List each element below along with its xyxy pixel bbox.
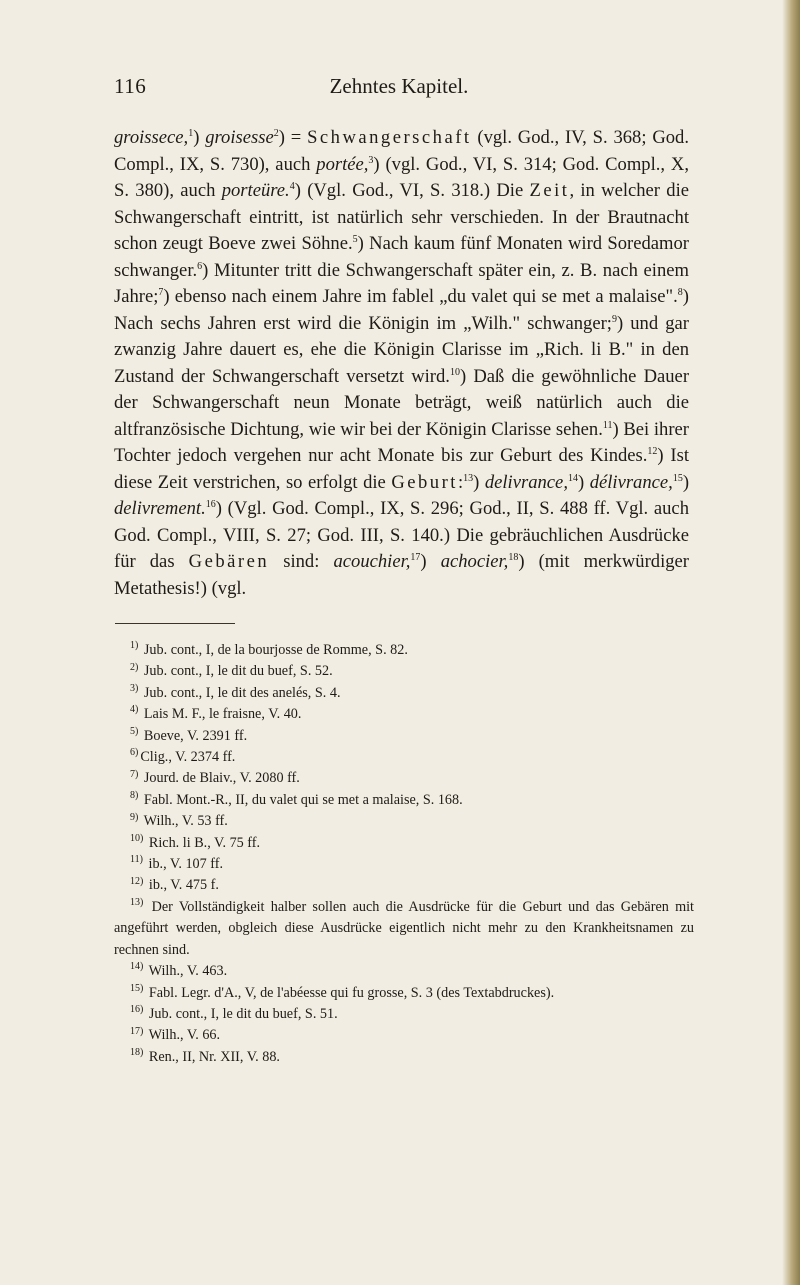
footnote-text: Boeve, V. 2391 ff.	[143, 727, 248, 744]
paragraph	[114, 125, 689, 602]
footnote	[114, 1047, 694, 1068]
footnote	[114, 768, 694, 789]
text-run: ) (mit merkwürdiger Metathesis!) (vgl.	[114, 551, 689, 599]
footnote-text: Der Vollständigkeit halber sollen auch die Ausdrücke für die Geburt und das Gebären mit angeführt werden, obgleich diese Ausdrücke eigentlich nicht mehr zu den Krankheitsnamen zu rechnen sind.	[114, 898, 694, 958]
text-run: sind:	[269, 551, 334, 572]
footnote-text: Clig., V. 2374 ff.	[140, 749, 236, 766]
footnote-number: 1)	[130, 640, 139, 652]
footnote-number: 9)	[130, 811, 139, 823]
footnote-ref: 16	[205, 498, 216, 510]
footnote-number: 16)	[130, 1004, 144, 1016]
footnote-ref: 14	[567, 472, 578, 484]
footnote-ref: 17	[410, 551, 421, 563]
footnote-number: 13)	[130, 897, 144, 909]
text-run: ) (Vgl. God., VI, S. 318.) Die	[294, 180, 530, 201]
page-edge-shadow	[782, 0, 800, 1285]
footnote-number: 5)	[130, 725, 139, 737]
text-run: ) Nach sechs Jahren erst wird die Königin im „Wilh." schwanger;	[114, 286, 689, 334]
text-run: , in welcher die Schwangerschaft eintritt, ist natürlich sehr verschieden. In der Brautnacht schon zeugt Boeve zwei Söhne.	[114, 180, 689, 254]
footnote-text: Fabl. Legr. d'A., V, de l'abéesse qui fu grosse, S. 3 (des Textabdruckes).	[148, 984, 555, 1001]
footnote-text: Ren., II, Nr. XII, V. 88.	[148, 1048, 280, 1065]
keyword-geburt: Geburt	[391, 471, 458, 493]
footnote-ref: 13	[463, 472, 474, 484]
footnote-separator	[115, 623, 235, 624]
text-run: :	[457, 471, 464, 493]
footnote-number: 18)	[130, 1046, 144, 1058]
text-run: ) Bei ihrer Tochter jedoch vergehen nur acht Monate bis zur Geburt des Kindes.	[114, 418, 689, 466]
footnote-ref: 12	[647, 445, 658, 457]
text-run: )	[473, 471, 485, 493]
footnote	[114, 683, 694, 704]
footnote	[114, 875, 694, 896]
footnote-ref: 10	[449, 366, 460, 378]
footnote	[114, 897, 694, 961]
text-run: ) Ist diese Zeit verstrichen, so erfolgt die	[114, 445, 689, 493]
footnote-number: 6)	[130, 747, 139, 759]
keyword-zeit: Zeit	[529, 180, 570, 201]
footnote-ref: 7	[158, 286, 164, 298]
term-achocier: achocier,	[440, 551, 509, 572]
footnote-number: 10)	[130, 832, 144, 844]
footnote	[114, 854, 694, 875]
footnote-ref: 15	[672, 472, 683, 484]
term-portee: portée,	[316, 153, 369, 175]
footnote-ref: 1	[188, 127, 194, 139]
footnote-number: 8)	[130, 790, 139, 802]
text-run: )	[577, 471, 590, 493]
footnote-text: Jub. cont., I, le dit du buef, S. 51.	[148, 1005, 338, 1022]
footnote-text: ib., V. 475 f.	[148, 877, 219, 894]
footnote	[114, 726, 694, 747]
footnote-number: 7)	[130, 768, 139, 780]
text-run: )	[682, 471, 690, 493]
footnote-number: 12)	[130, 875, 144, 887]
footnote-ref: 2	[273, 127, 279, 139]
footnote-text: Jub. cont., I, de la bourjosse de Romme, S. 82.	[143, 642, 408, 658]
footnote	[114, 661, 694, 682]
footnote-ref: 9	[611, 313, 617, 325]
term-groisesse: groisesse	[205, 127, 274, 148]
page-number: 116	[114, 74, 147, 98]
footnote-text: Wilh., V. 53 ff.	[143, 813, 228, 830]
text-run: ) ebenso nach einem Jahre im fablel „du valet qui se met a malaise".	[163, 286, 678, 307]
running-title: Zehntes Kapitel.	[329, 74, 469, 98]
footnote-ref: 8	[677, 286, 683, 298]
footnote	[114, 983, 694, 1004]
text-run: ) Mitunter tritt die Schwangerschaft später ein, z. B. nach einem Jahre;	[114, 259, 689, 307]
keyword-schwangerschaft: Schwangerschaft	[307, 127, 472, 148]
term-acouchier: acouchier,	[333, 551, 411, 572]
term-delivrance-accented: délivrance,	[589, 471, 673, 493]
footnote-text: Wilh., V. 463.	[148, 963, 228, 980]
term-porteure: porteüre.	[221, 180, 290, 201]
footnote-ref: 5	[352, 233, 358, 245]
footnote-ref: 4	[289, 180, 295, 192]
text-run: ) Daß die gewöhnliche Dauer der Schwangerschaft neun Monate beträgt, weiß natürlich auch die altfranzösische Dichtung, wie wir bei der Königin Clarisse sehen.	[114, 365, 690, 440]
footnote-text: Jub. cont., I, le dit du buef, S. 52.	[143, 663, 333, 680]
footnote-number: 11)	[130, 854, 143, 866]
footnote-text: Lais M. F., le fraisne, V. 40.	[143, 706, 302, 723]
text-run: ) =	[278, 127, 308, 148]
footnote-number: 3)	[130, 683, 139, 695]
text-run: ) Nach kaum fünf Monaten wird Soredamor schwanger.	[114, 233, 689, 281]
footnote-ref: 6	[197, 260, 203, 272]
footnote	[114, 704, 694, 725]
text-run: ) und gar zwanzig Jahre dauert es, ehe die Königin Clarisse im „Rich. li B." in den Zustand der Schwangerschaft versetzt wird.	[114, 312, 690, 387]
footnote-number: 14)	[130, 961, 144, 973]
footnote-number: 15)	[130, 982, 144, 994]
footnote	[114, 747, 694, 768]
text-run: ) (Vgl. God. Compl., IX, S. 296; God., II, S. 488 ff. Vgl. auch God. Compl., VIII, S. 27; God. III, S. 140.) Die gebräuchlichen Ausdrücke für das	[114, 498, 689, 572]
footnote	[114, 961, 694, 982]
text-run: (vgl. God., IV, S. 368; God. Compl., IX, S. 730), auch	[114, 127, 689, 175]
footnote	[114, 790, 694, 811]
page-header	[114, 74, 684, 104]
footnote	[114, 811, 694, 832]
footnote	[114, 833, 694, 854]
footnote-ref: 3	[368, 154, 374, 166]
text-run: ) (vgl. God., VI, S. 314; God. Compl., X, S. 380), auch	[114, 153, 689, 201]
footnote-text: Jub. cont., I, le dit des anelés, S. 4.	[143, 684, 341, 701]
footnote-number: 2)	[130, 661, 139, 673]
footnote	[114, 640, 694, 661]
text-run: )	[420, 551, 441, 572]
footnote	[114, 1025, 694, 1046]
footnote-text: Rich. li B., V. 75 ff.	[148, 834, 261, 851]
footnote-ref: 11	[602, 419, 613, 431]
term-delivrance: delivrance,	[484, 471, 568, 493]
footnote-number: 4)	[130, 704, 139, 716]
main-text	[114, 125, 689, 602]
footnote-ref: 18	[508, 551, 519, 563]
term-groissece: groissece,	[114, 127, 189, 148]
footnote-text: Wilh., V. 66.	[148, 1027, 221, 1044]
footnote	[114, 1004, 694, 1025]
footnote-number: 17)	[130, 1025, 144, 1037]
term-delivrement: delivrement.	[114, 498, 206, 519]
footnote-text: Fabl. Mont.-R., II, du valet qui se met a malaise, S. 168.	[143, 791, 463, 808]
text-run: )	[193, 127, 200, 148]
keyword-gebaeren: Gebären	[188, 551, 270, 572]
footnote-text: Jourd. de Blaiv., V. 2080 ff.	[143, 770, 300, 787]
footnotes	[114, 640, 694, 1068]
footnote-text: ib., V. 107 ff.	[148, 856, 224, 873]
